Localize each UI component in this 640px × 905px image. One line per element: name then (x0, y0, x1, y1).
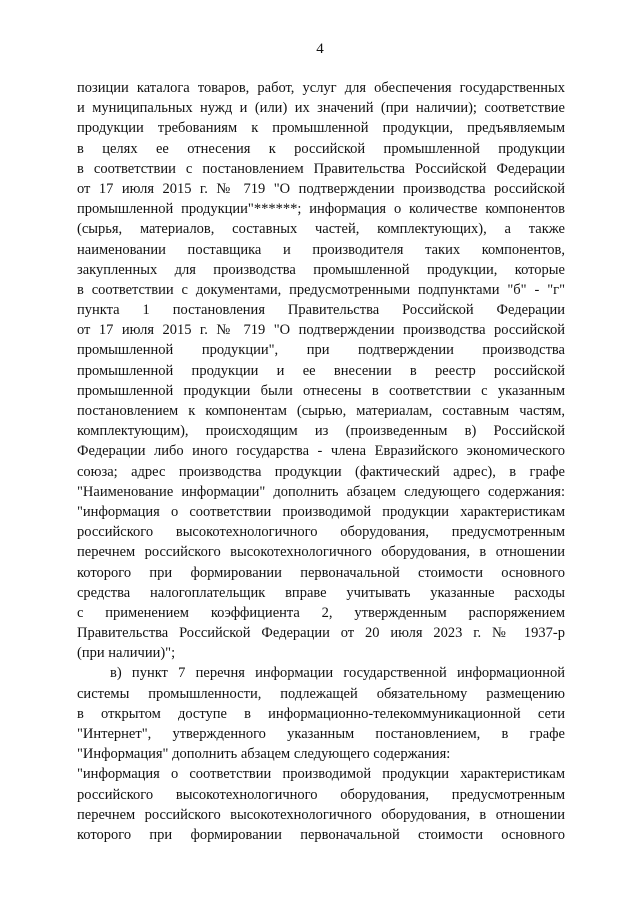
text-line: "Информация" дополнить абзацем следующего содержания: (77, 746, 451, 763)
text-line: от 17 июля 2015 г. № 719 "О подтверждении производства российской (77, 322, 565, 339)
text-line: промышленной продукции и ее внесении в реестр российской (77, 362, 565, 379)
text-line: (при наличии)"; (77, 645, 176, 662)
text-line: "информация о соответствии производимой продукции характеристикам (77, 766, 565, 783)
text-line: от 17 июля 2015 г. № 719 "О подтверждении производства российской (77, 180, 565, 197)
text-line: "информация о соответствии производимой продукции характеристикам (77, 503, 565, 520)
text-line: наименовании поставщика и производителя таких компонентов, (77, 241, 565, 258)
text-line: комплектующим), происходящим из (произведенным в) Российской (77, 423, 565, 440)
text-line: в соответствии с документами, предусмотренными подпунктами "б" - "г" (77, 281, 565, 298)
text-line: перечнем российского высокотехнологичного оборудования, в отношении (77, 544, 565, 561)
text-line: "Наименование информации" дополнить абзацем следующего содержания: (77, 483, 565, 500)
text-line: постановлением к компонентам (сырью, материалам, составным частям, (77, 403, 565, 419)
text-line: пункта 1 постановления Правительства Российской Федерации (77, 302, 565, 319)
text-line: средства налогоплательщик вправе учитывать указанные расходы (77, 584, 565, 601)
text-line: промышленной продукции"******; информация о количестве компонентов (77, 201, 565, 218)
text-line: системы промышленности, подлежащей обязательному размещению (77, 685, 565, 702)
text-line: которого при формировании первоначальной стоимости основного (77, 564, 565, 581)
text-line: Федерации либо иного государства - члена Евразийского экономического (77, 443, 565, 460)
text-line: продукции требованиям к промышленной продукции, предъявляемым (77, 120, 565, 137)
text-line: союза; адрес производства продукции (фактический адрес), в графе (77, 463, 565, 480)
text-line: с применением коэффициента 2, утвержденным распоряжением (77, 604, 565, 621)
text-line: в) пункт 7 перечня информации государственной информационной (110, 665, 565, 682)
text-line: промышленной продукции были отнесены в соответствии с указанным (77, 382, 565, 399)
text-line: "Интернет", утвержденного указанным постановлением, в графе (77, 726, 565, 742)
text-line: (сырья, материалов, составных частей, комплектующих), а также (77, 221, 565, 238)
text-line: перечнем российского высокотехнологичного оборудования, в отношении (77, 806, 565, 823)
text-line: промышленной продукции", при подтверждении производства (77, 342, 565, 359)
document-body (77, 78, 565, 845)
text-line: в соответствии с постановлением Правительства Российской Федерации (77, 160, 565, 177)
text-line: в целях ее отнесения к российской промышленной продукции (77, 140, 565, 157)
text-line: которого при формировании первоначальной стоимости основного (77, 826, 565, 843)
text-line: Правительства Российской Федерации от 20 июля 2023 г. № 1937-р (77, 625, 565, 642)
page-number: 4 (316, 41, 324, 57)
text-line: в открытом доступе в информационно-телекоммуникационной сети (77, 705, 565, 722)
text-line: и муниципальных нужд и (или) их значений (при наличии); соответствие (77, 100, 565, 117)
text-line: позиции каталога товаров, работ, услуг для обеспечения государственных (77, 80, 565, 96)
text-line: закупленных для производства промышленной продукции, которые (77, 261, 565, 278)
text-line: российского высокотехнологичного оборудования, предусмотренным (77, 786, 565, 803)
text-line: российского высокотехнологичного оборудования, предусмотренным (77, 524, 565, 541)
